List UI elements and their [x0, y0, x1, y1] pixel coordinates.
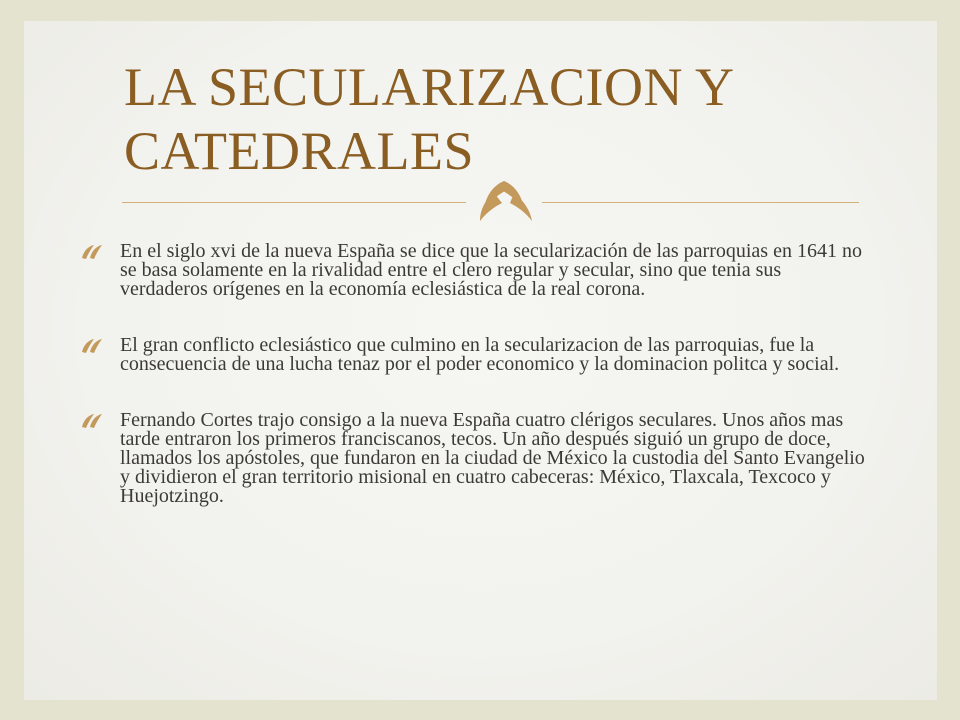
bullet-text: Fernando Cortes trajo consigo a la nueva España cuatro clérigos seculares. Unos años mas tarde entraron los primeros franciscanos, tecos. Un año después siguió un grupo de doce, llamados los apóstoles, que fundaron en la ciudad de México la custodia del Santo Evangelio y dividieron el gran territorio misional en cuatro cabeceras: México, Tlaxcala, Texcoco y Huejotzingo.	[120, 409, 865, 507]
double-leaf-bullet-icon	[80, 413, 106, 429]
bullet-item	[80, 242, 870, 299]
double-leaf-bullet-icon	[80, 244, 106, 260]
bullet-item	[80, 336, 870, 374]
bullet-item	[80, 411, 870, 506]
bullet-list	[80, 242, 870, 543]
title-divider-left	[122, 202, 466, 203]
quadruple-leaf-ornament-icon	[474, 179, 538, 223]
double-leaf-bullet-icon	[80, 338, 106, 354]
slide	[24, 21, 937, 700]
title-divider-right	[542, 202, 859, 203]
slide-title: LA SECULARIZACION Y CATEDRALES	[124, 57, 733, 181]
bullet-text: En el siglo xvi de la nueva España se dice que la secularización de las parroquias en 1641 no se basa solamente en la rivalidad entre el clero regular y secular, sino que tenia sus verdaderos orígenes en la economía eclesiástica de la real corona.	[120, 240, 862, 300]
bullet-text: El gran conflicto eclesiástico que culmino en la secularizacion de las parroquias, fue la consecuencia de una lucha tenaz por el poder economico y la dominacion politca y social.	[120, 334, 840, 375]
